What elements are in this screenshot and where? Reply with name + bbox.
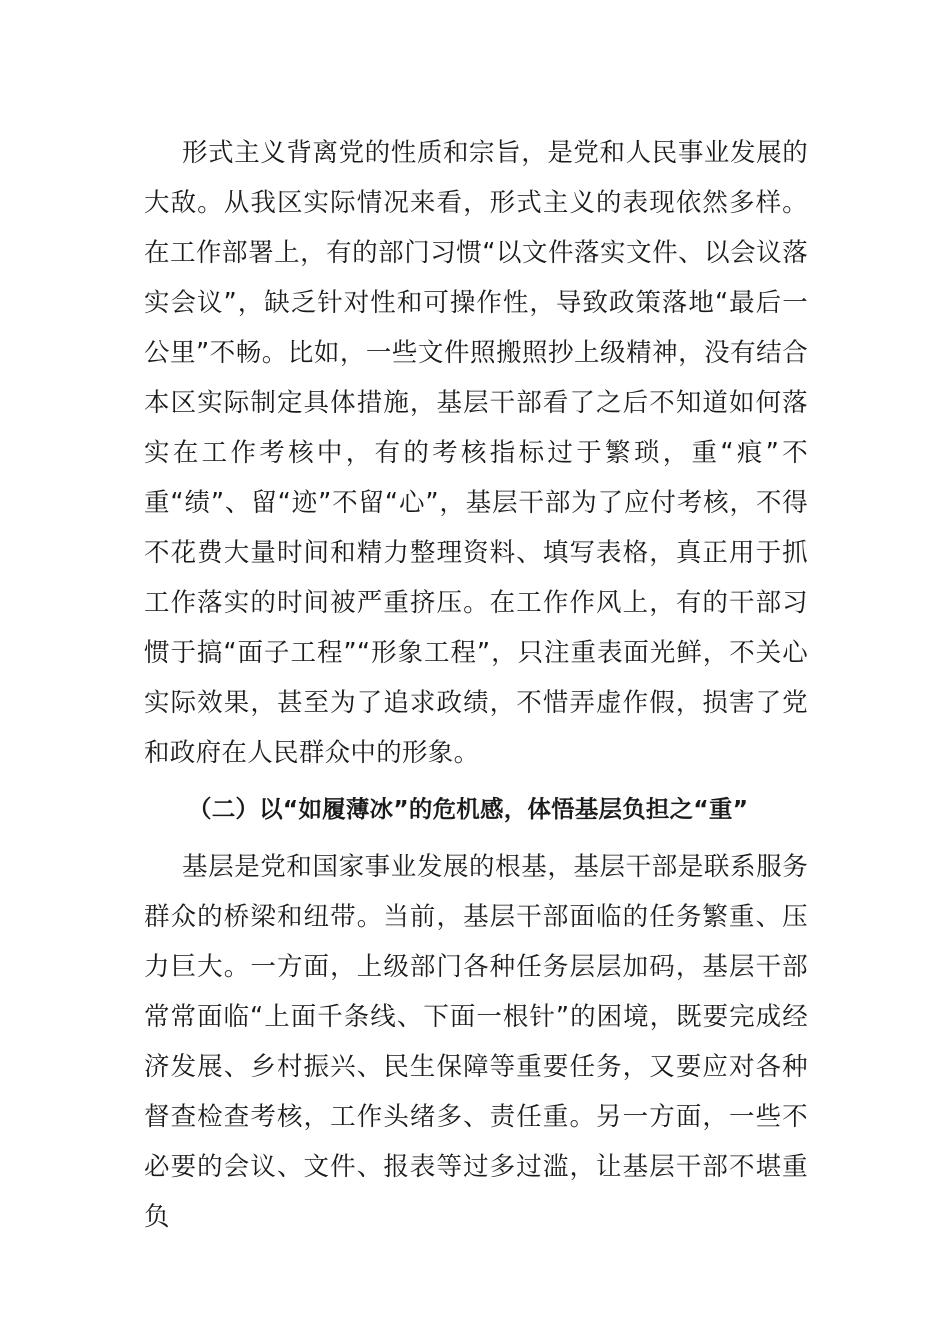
document-page <box>144 128 808 1242</box>
body-paragraph: 形式主义背离党的性质和宗旨，是党和人民事业发展的大敌。从我区实际情况来看，形式主义的表现依然多样。在工作部署上，有的部门习惯“以文件落实文件、以会议落实会议”，缺乏针对性和可操作性，导致政策落地“最后一公里”不畅。比如，一些文件照搬照抄上级精神，没有结合本区实际制定具体措施，基层干部看了之后不知道如何落实在工作考核中，有的考核指标过于繁琐，重“痕”不重“绩”、留“迹”不留“心”，基层干部为了应付考核，不得不花费大量时间和精力整理资料、填写表格，真正用于抓工作落实的时间被严重挤压。在工作作风上，有的干部习惯于搞“面子工程”“形象工程”，只注重表面光鲜，不关心实际效果，甚至为了追求政绩，不惜弄虚作假，损害了党和政府在人民群众中的形象。 <box>144 138 808 768</box>
section-heading: （二）以“如履薄冰”的危机感，体悟基层负担之“重” <box>188 795 749 823</box>
body-paragraph: 基层是党和国家事业发展的根基，基层干部是联系服务群众的桥梁和纽带。当前，基层干部面临的任务繁重、压力巨大。一方面，上级部门各种任务层层加码，基层干部常常面临“上面千条线、下面一根针”的困境，既要完成经济发展、乡村振兴、民生保障等重要任务，又要应对各种督查检查考核，工作头绪多、责任重。另一方面，一些不必要的会议、文件、报表等过多过滥，让基层干部不堪重负 <box>144 852 808 1232</box>
